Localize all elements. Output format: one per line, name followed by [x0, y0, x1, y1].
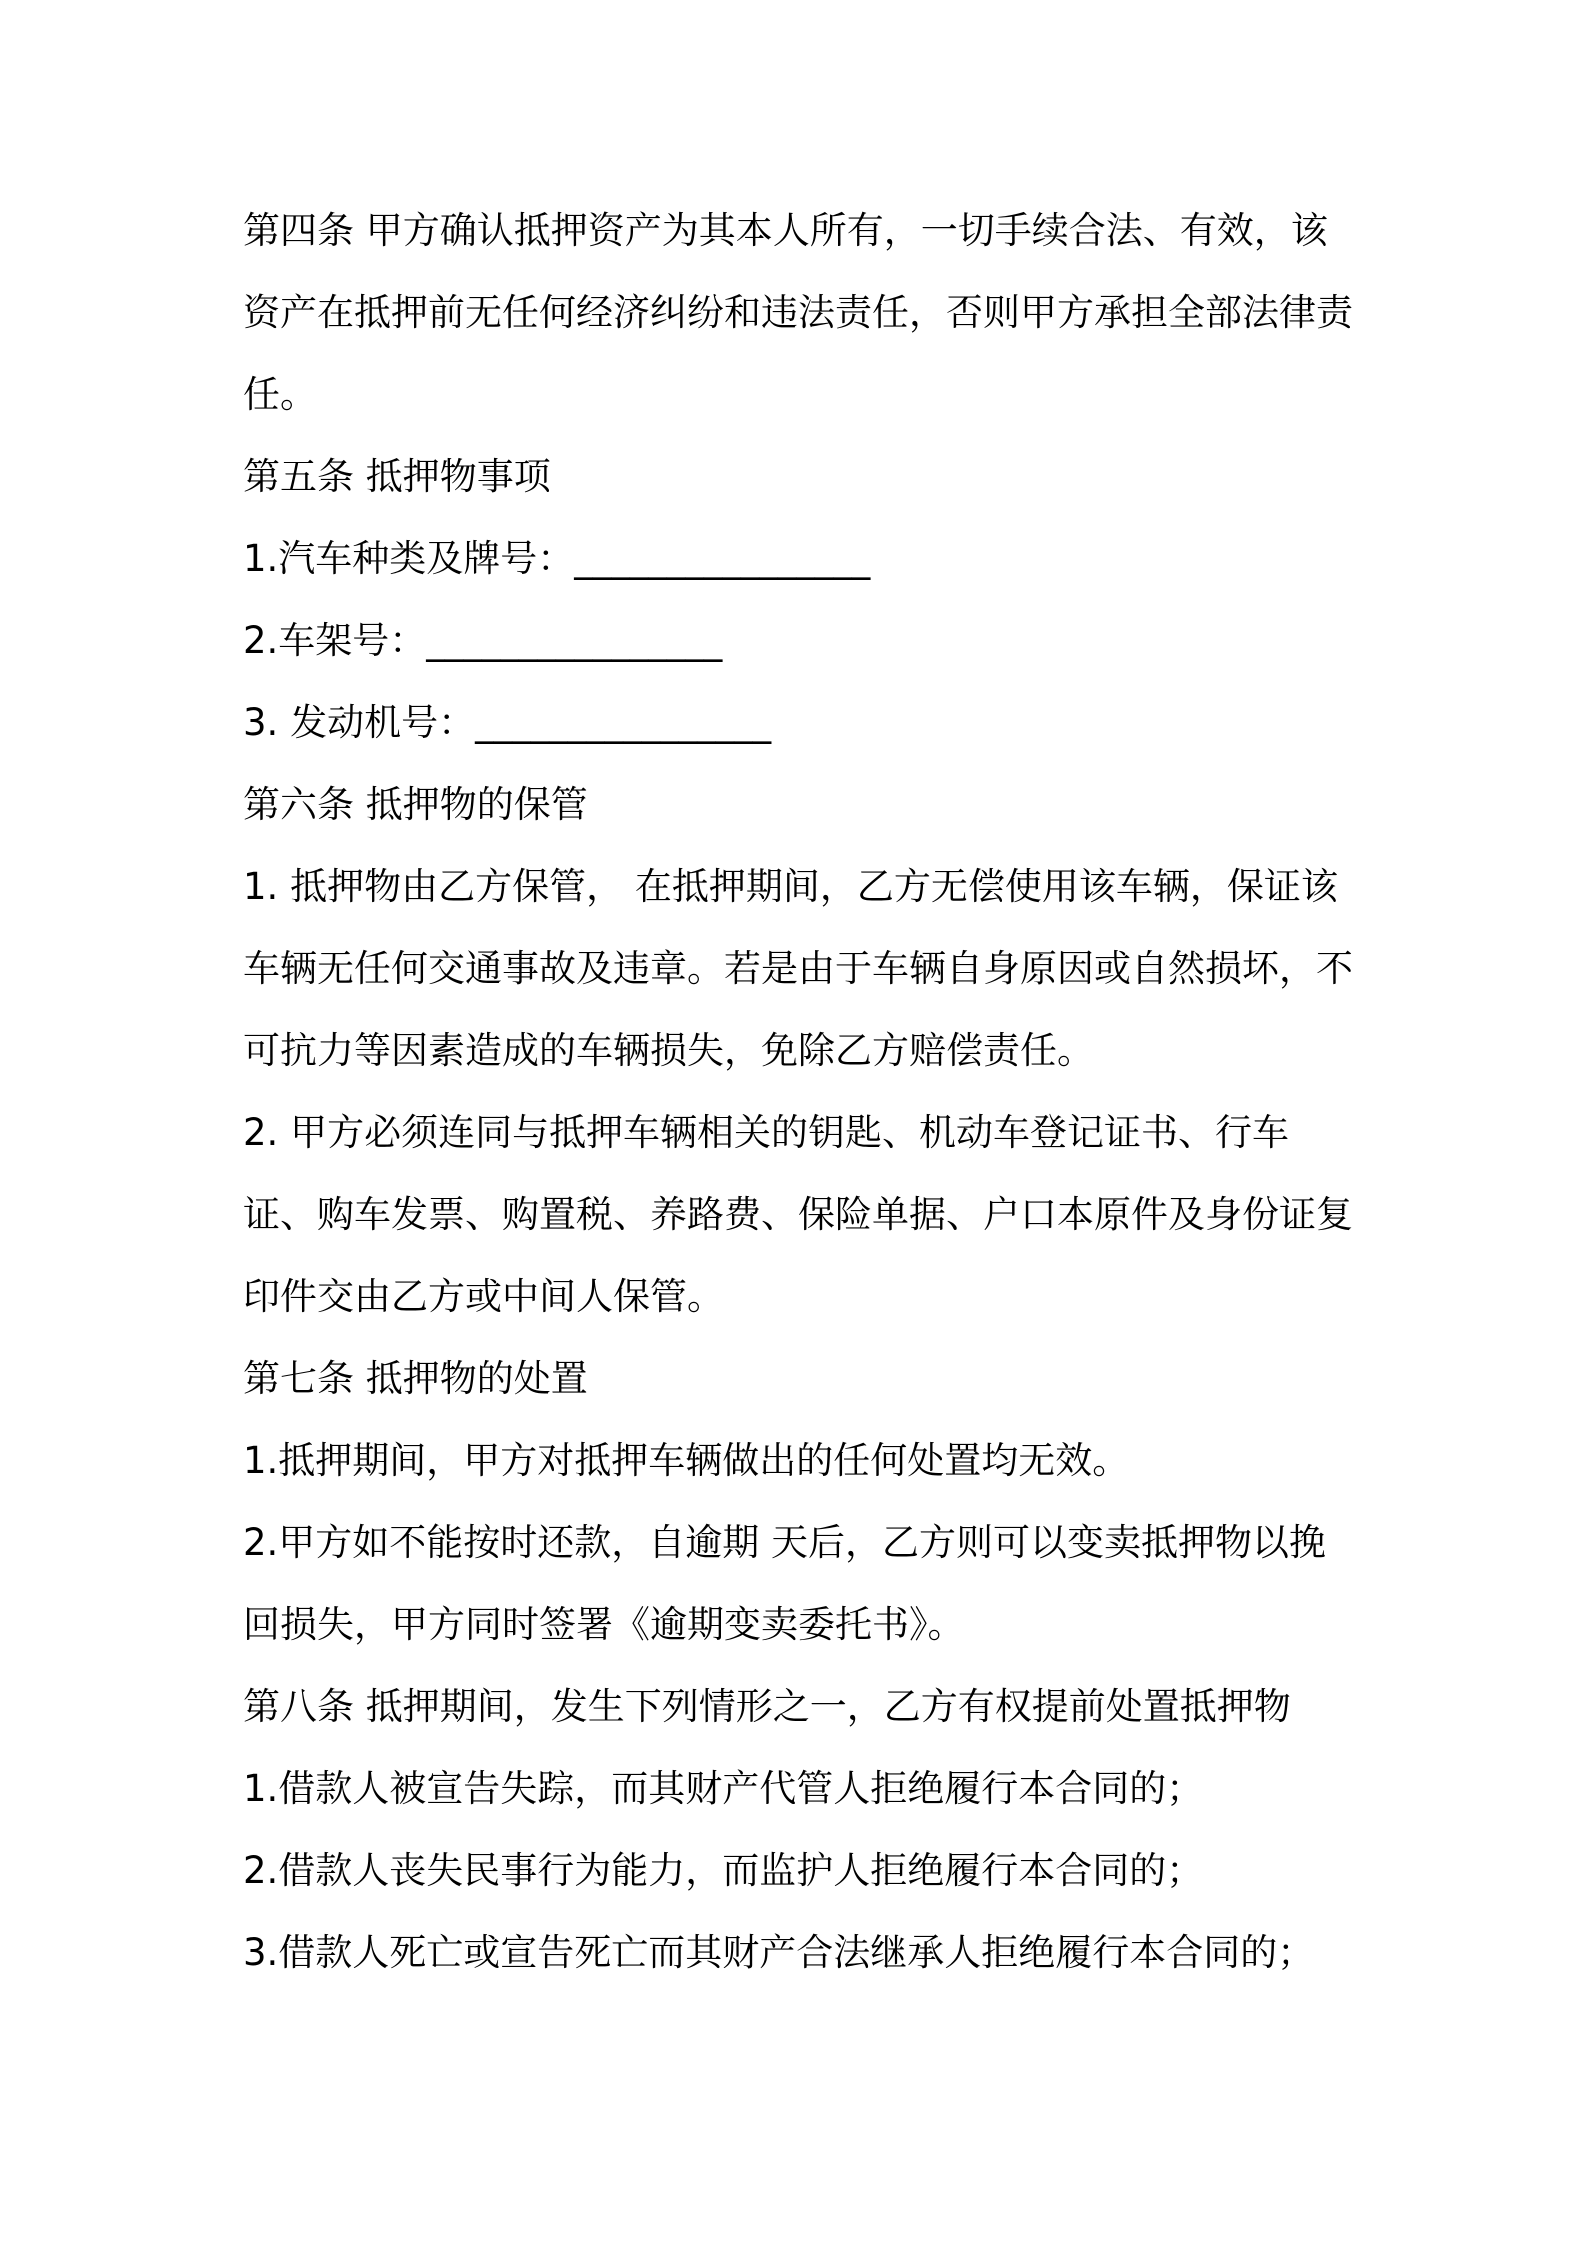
article-6-item-2: 2. 甲方必须连同与抵押车辆相关的钥匙、机动车登记证书、行车证、购车发票、购置税、养路费、保险单据、户口本原件及身份证复印件交由乙方或中间人保管。: [243, 1111, 1353, 1318]
article-8-item-3: 3.借款人死亡或宣告死亡而其财产合法继承人拒绝履行本合同的；: [243, 1931, 1315, 1974]
article-8-item-2: 2.借款人丧失民事行为能力，而监护人拒绝履行本合同的；: [243, 1849, 1204, 1892]
article-7-item-1: 1.抵押期间，甲方对抵押车辆做出的任何处置均无效。: [243, 1439, 1130, 1482]
car-type-plate-line: 1.汽车种类及牌号：________________: [243, 537, 871, 580]
article-6-heading: 第六条 抵押物的保管: [243, 783, 588, 826]
article-4-paragraph: 第四条 甲方确认抵押资产为其本人所有，一切手续合法、有效，该资产在抵押前无任何经济纠纷和违法责任，否则甲方承担全部法律责任。: [243, 209, 1353, 416]
article-8-item-1: 1.借款人被宣告失踪，而其财产代管人拒绝履行本合同的；: [243, 1767, 1204, 1810]
frame-number-line: 2.车架号：________________: [243, 619, 723, 662]
article-7-heading: 第七条 抵押物的处置: [243, 1357, 588, 1400]
article-5-heading: 第五条 抵押物事项: [243, 455, 551, 498]
document-body: [243, 190, 1363, 1994]
article-6-item-1: 1. 抵押物由乙方保管， 在抵押期间，乙方无偿使用该车辆，保证该车辆无任何交通事故及违章。若是由于车辆自身原因或自然损坏，不可抗力等因素造成的车辆损失，免除乙方赔偿责任。: [243, 865, 1353, 1072]
article-8-heading: 第八条 抵押期间，发生下列情形之一，乙方有权提前处置抵押物: [243, 1685, 1291, 1728]
article-7-item-2: 2.甲方如不能按时还款，自逾期 天后，乙方则可以变卖抵押物以挽回损失，甲方同时签署《逾期变卖委托书》。: [243, 1521, 1327, 1646]
engine-number-line: 3. 发动机号：________________: [243, 701, 772, 744]
